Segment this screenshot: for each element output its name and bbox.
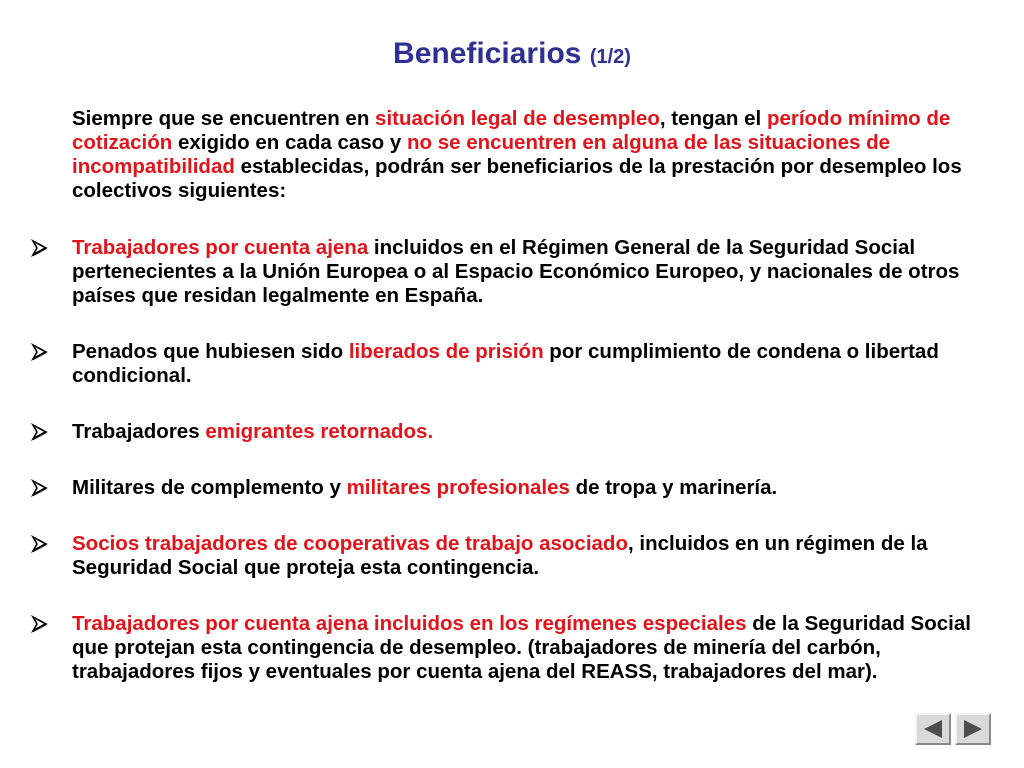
arrowhead-bullet-icon <box>30 236 52 260</box>
highlighted-text: Socios trabajadores de cooperativas de trabajo asociado <box>72 532 628 555</box>
beneficiaries-list <box>30 236 992 684</box>
body-text: Siempre que se encuentren en <box>72 107 376 130</box>
body-text: Penados que hubiesen sido <box>72 340 349 363</box>
body-text: establecidas, podrán ser beneficiarios de la prestación por desempleo los colectivos siguientes: <box>72 155 962 202</box>
highlighted-text: no se encuentren en alguna de las situaciones de incompatibilidad <box>72 131 890 178</box>
slide-title-page-indicator: (1/2) <box>589 46 631 68</box>
highlighted-text: período mínimo de cotización <box>72 107 951 154</box>
arrowhead-bullet-icon <box>30 532 52 556</box>
body-text: incluidos en el Régimen General de la Seguridad Social pertenecientes a la Unión Europea o al Espacio Económico Europeo, y nacionales de otros países que residan legalmente en España. <box>72 236 960 307</box>
intro-paragraph <box>72 107 992 203</box>
highlighted-text: Trabajadores por cuenta ajena <box>72 236 369 259</box>
body-text: por cumplimiento de condena o libertad condicional. <box>72 340 939 387</box>
highlighted-text: liberados de prisión <box>348 340 544 363</box>
triangle-left-icon <box>922 719 944 739</box>
arrowhead-bullet-icon <box>30 420 52 444</box>
body-text: , tengan el <box>659 107 767 130</box>
slide-title-text: Beneficiarios <box>393 37 582 70</box>
arrowhead-bullet-icon <box>30 476 52 500</box>
highlighted-text: militares profesionales <box>346 476 570 499</box>
list-item <box>30 420 992 444</box>
slide-title <box>0 34 1024 77</box>
highlighted-text: emigrantes retornados. <box>205 420 434 443</box>
highlighted-text: Trabajadores por cuenta ajena incluidos en los regímenes especiales <box>72 612 747 635</box>
arrowhead-bullet-icon <box>30 340 52 364</box>
list-item <box>30 532 992 580</box>
list-item <box>30 612 992 684</box>
body-text: Militares de complemento y <box>72 476 347 499</box>
body-text: exigido en cada caso y <box>172 131 407 154</box>
triangle-right-icon <box>962 719 984 739</box>
next-slide-button[interactable] <box>955 713 991 745</box>
slide-navigation <box>915 713 991 745</box>
list-item <box>30 236 992 308</box>
arrowhead-bullet-icon <box>30 612 52 636</box>
list-item <box>30 476 992 500</box>
body-text: , incluidos en un régimen de la Seguridad Social que proteja esta contingencia. <box>72 532 928 579</box>
previous-slide-button[interactable] <box>915 713 951 745</box>
body-text: Trabajadores <box>72 420 206 443</box>
list-item <box>30 340 992 388</box>
highlighted-text: situación legal de desempleo <box>375 107 660 130</box>
body-text: de la Seguridad Social que protejan esta contingencia de desempleo. (trabajadores de minería del carbón, trabajadores fijos y eventuales por cuenta ajena del REASS, trabajadores del mar). <box>72 612 971 683</box>
body-text: de tropa y marinería. <box>569 476 778 499</box>
